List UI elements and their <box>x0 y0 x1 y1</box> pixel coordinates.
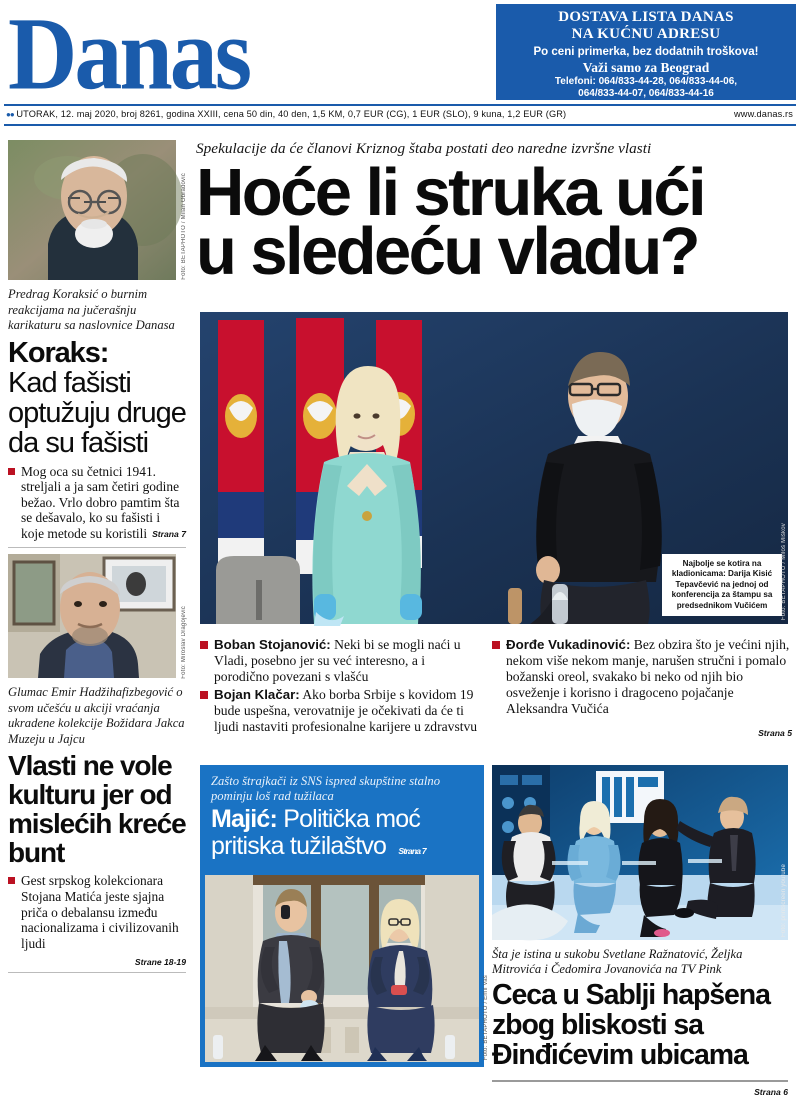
quotes-column-right <box>492 637 792 741</box>
front-page-body <box>0 140 800 1097</box>
koraks-lead <box>8 464 186 542</box>
ceca-kicker: Šta je istina u sukobu Svetlane Ražnatović, Željka Mitrovića i Čedomira Jovanovića na TV Pink <box>492 947 743 976</box>
tv-photo-art <box>492 765 788 940</box>
article-hadzihafizbegovic[interactable] <box>8 554 186 973</box>
main-headline-line-1[interactable]: Hoće li struka ući <box>196 155 705 230</box>
emir-page-ref[interactable]: Strane 18-19 <box>134 957 186 968</box>
promo-phone-line-1: Telefoni: 064/833-44-28, 064/833-44-06, <box>554 76 738 87</box>
main-photo-credit: Foto: BETAPHOTO / Miloš Miškov <box>781 522 787 620</box>
left-divider-1 <box>8 547 186 548</box>
main-photo <box>200 312 788 624</box>
quotes-page-ref[interactable]: Strana 5 <box>758 728 792 739</box>
main-photo-caption: Najbolje se kotira na kladionicama: Darija Kisić Tepavčević na jednoj od konferencija za štampu sa predsednikom Vučićem <box>662 554 782 616</box>
bullet-square-icon <box>492 641 500 649</box>
delivery-promo-box <box>496 4 796 100</box>
majic-kicker: Zašto štrajkači iz SNS ispred skupštine stalno pominju loš rad tužilaca <box>211 774 441 803</box>
emir-photo-credit: Foto: Miroslav Dragojević <box>181 605 187 679</box>
tv-pink-photo <box>492 765 788 940</box>
promo-line-1: DOSTAVA LISTA DANAS <box>558 9 734 25</box>
quote-item <box>492 637 792 717</box>
newspaper-logo: Danas <box>8 0 250 112</box>
website-url[interactable]: www.danas.rs <box>734 109 793 119</box>
quote-speaker: Bojan Klačar: <box>214 687 300 703</box>
left-divider-2 <box>8 972 186 973</box>
promo-line-3: Po ceni primerka, bez dodatnih troškova! <box>533 46 759 58</box>
dateline-bullets: ●● <box>6 110 14 119</box>
quote-speaker: Boban Stojanović: <box>214 637 331 652</box>
tv-photo-credit: Foto: printscreen youtube <box>781 863 787 937</box>
main-kicker: Spekulacije da će članovi Kriznog štaba postati deo naredne izvršne vlasti <box>196 140 652 157</box>
koraks-photo-credit: Foto: BETAPHOTO / Milan Obradović <box>181 173 187 280</box>
main-story-text[interactable] <box>196 140 792 289</box>
emir-lead <box>8 873 186 951</box>
dateline-text <box>4 106 796 123</box>
bench-photo-art <box>205 875 479 1062</box>
koraks-headline-bold[interactable]: Koraks: <box>8 336 109 369</box>
quote-text: Bez obzira što je većini njih, nekom više nekom manje, narušen stručni i pomalo božanski oreol, svakako bi neko od njih bio osveženje i korisno i dragoceno pojačanje Aleksandra Vučića <box>506 637 790 717</box>
koraks-lead-text: Mog oca su četnici 1941. streljali a ja sam četiri godine bežao. Vrlo dobro pamtim šta se dešavalo, ko su fašisti i koje metode su koristili <box>21 463 180 541</box>
emir-headline[interactable]: Vlasti ne vole kulturu jer od mislećih kreće bunt <box>8 750 186 869</box>
quotes-column-left <box>200 637 480 738</box>
emir-photo-art <box>8 554 176 678</box>
bullet-square-icon <box>8 468 15 475</box>
promo-line-4: Važi samo za Beograd <box>582 60 710 75</box>
koraks-headline-rest[interactable]: Kad fašisti optužuju druge da su fašisti <box>8 366 186 459</box>
quote-text: Neki bi se mogli naći u Vladi, posebno jer su već interesno, a i porodično povezani s vlašću <box>214 637 461 685</box>
bullet-square-icon <box>200 641 208 649</box>
dateline-details: UTORAK, 12. maj 2020, broj 8261, godina XXIII, cena 50 din, 40 den, 1,5 KM, 0,7 EUR (CG), 1 EUR (SLO), 9 kuna, 1,2 EUR (GR) <box>16 109 567 119</box>
majic-headline-bold: Majić: <box>211 805 278 834</box>
majic-headline[interactable] <box>211 806 474 865</box>
majic-headline-rest: Politička moć pritiska tužilaštvo <box>211 805 421 861</box>
quote-item <box>200 687 480 735</box>
koraks-page-ref[interactable]: Strana 7 <box>152 528 186 539</box>
emir-kicker: Glumac Emir Hadžihafizbegović o svom učešću u akciji vraćanja ukradene kolekcije Božidara Jakca Muzeju u Jajcu <box>8 685 185 746</box>
ceca-headline[interactable]: Ceca u Sablji hapšena zbog bliskosti sa Đinđićevim ubicama <box>492 979 770 1071</box>
quote-text: Ako borba Srbije s kovidom 19 bude uspešna, verovatnije je očekivati da će ti ljudi nastaviti profesionalne karijere u zdravstvu <box>214 687 478 735</box>
emir-lead-text: Gest srpskog kolekcionara Stojana Matića jeste sjajna priča o debalansu između nacionalizama i civilizovanih ljudi <box>21 873 179 951</box>
bench-photo-credit: Foto: BETAPHOTO / Emil Vaš <box>483 974 489 1060</box>
majic-bench-photo <box>200 875 489 1067</box>
left-column <box>8 140 186 973</box>
main-headline-line-2[interactable]: u sledeću vladu? <box>196 214 698 289</box>
bullet-square-icon <box>200 691 208 699</box>
koraks-kicker: Predrag Koraksić o burnim reakcijama na jučerašnju karikaturu sa naslovnice Danasa <box>8 287 175 332</box>
koraks-portrait-photo <box>8 140 187 280</box>
article-majic[interactable] <box>200 765 484 875</box>
article-koraks[interactable] <box>8 140 186 548</box>
promo-line-2: NA KUĆNU ADRESU <box>571 26 721 42</box>
rule-bottom <box>4 124 796 126</box>
masthead <box>0 0 800 112</box>
koraks-photo-art <box>8 140 176 280</box>
bullet-square-icon <box>8 877 15 884</box>
quote-item <box>200 637 480 685</box>
dateline-bar <box>4 104 796 126</box>
quote-speaker: Đorđe Vukadinović: <box>506 637 631 652</box>
majic-page-ref[interactable]: Strana 7 <box>398 846 426 857</box>
promo-phone-line-2: 064/833-44-07, 064/833-44-16 <box>578 88 714 99</box>
ceca-page-ref[interactable]: Strana 6 <box>754 1087 788 1097</box>
emir-portrait-photo <box>8 554 187 679</box>
